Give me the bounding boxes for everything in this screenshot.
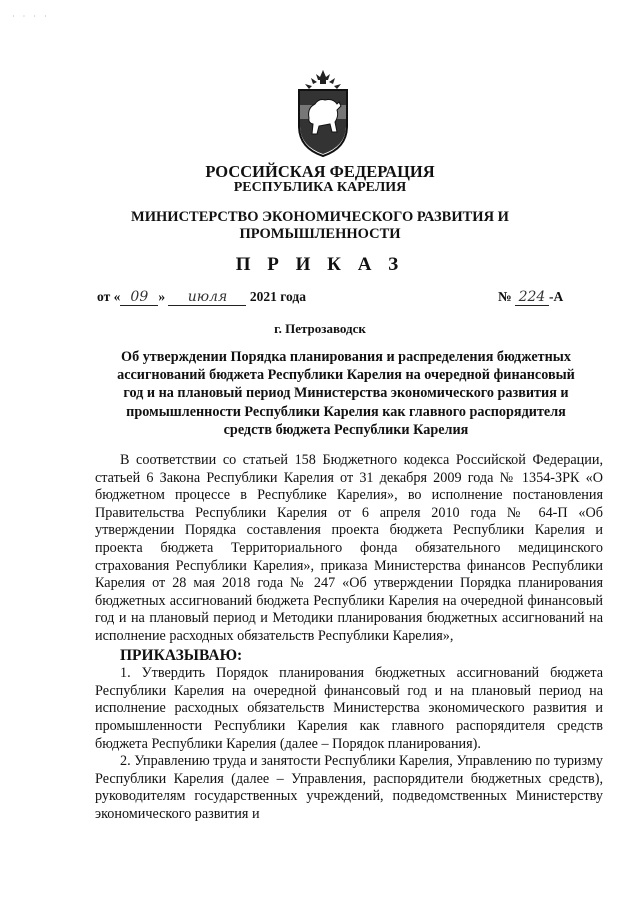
date-quote-close: » xyxy=(158,289,166,304)
coat-of-arms-icon xyxy=(295,68,351,158)
item-2-paragraph: 2. Управлению труда и занятости Республики Карелия, Управлению по туризму Республики Карелия (далее – Управления, распорядители бюджетных средств), руководителям государственных учреждений, подведомственных Министерству экономического развития и xyxy=(95,753,603,822)
order-body xyxy=(95,452,603,823)
number-suffix: -А xyxy=(548,289,564,304)
command-heading: ПРИКАЗЫВАЮ: xyxy=(120,646,243,664)
date-month: июля xyxy=(168,289,246,306)
number-prefix: № xyxy=(498,289,512,304)
number-value: 224 xyxy=(515,289,549,306)
order-title: Об утверждении Порядка планирования и распределения бюджетных ассигнований бюджета Республики Карелия на очередной финансовый год и на плановый период Министерства экономического развития и промышленности Республики Карелия как главного распорядителя средств бюджета Республики Карелия xyxy=(117,349,575,438)
republic-heading: РЕСПУБЛИКА КАРЕЛИЯ xyxy=(233,180,407,195)
document-type-heading: П Р И К А З xyxy=(235,254,405,275)
item-1-paragraph: 1. Утвердить Порядок планирования бюджетных ассигнований бюджета Республики Карелия на очередной финансовый год и на плановый период на исполнение расходных обязательств Министерства экономического развития и промышленности Республики Карелия как главного распорядителя средств бюджета Республики Карелия (далее – Порядок планирования). xyxy=(95,665,603,752)
federation-heading: РОССИЙСКАЯ ФЕДЕРАЦИЯ xyxy=(205,162,435,181)
date-prefix: от « xyxy=(97,289,121,304)
ministry-heading-line2: ПРОМЫШЛЕННОСТИ xyxy=(239,226,401,242)
ministry-heading-line1: МИНИСТЕРСТВО ЭКОНОМИЧЕСКОГО РАЗВИТИЯ И xyxy=(131,209,509,225)
scan-mark: · · · · xyxy=(12,12,50,21)
date-day: 09 xyxy=(120,289,158,306)
preamble-paragraph: В соответствии со статьей 158 Бюджетного кодекса Российской Федерации, статьей 6 Закона Республики Карелия от 31 декабря 2009 года № 1354-ЗРК «О бюджетном процессе в Республике Карелия», во исполнение постановления Правительства Республики Карелия от 6 апреля 2010 года № 64-П «Об утверждении Порядка составления проекта бюджета Республики Карелия и проекта бюджета Территориального фонда обязательного медицинского страхования Республики Карелия», приказа Министерства финансов Республики Карелия от 28 мая 2018 года № 247 «Об утверждении Порядка планирования бюджетных ассигнований бюджета Республики Карелия на очередной финансовый год и на плановый период и Методики планирования бюджетных ассигнований на исполнение расходных обязательств Республики Карелия», xyxy=(95,452,603,644)
order-number xyxy=(498,289,563,306)
city-line: г. Петрозаводск xyxy=(274,321,366,336)
order-date xyxy=(97,289,306,306)
date-year: 2021 года xyxy=(249,289,306,304)
